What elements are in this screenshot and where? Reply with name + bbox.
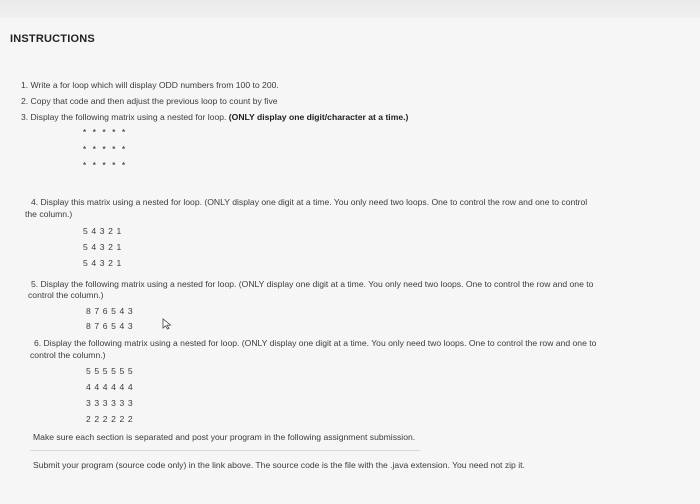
matrix3-row-1: * * * * * <box>83 128 128 137</box>
footer-note-2: Submit your program (source code only) in the link above. The source code is the file with the .java extension. You need not zip it. <box>33 460 525 470</box>
matrix5-row-2: 8 7 6 5 4 3 <box>86 321 134 331</box>
page-title: INSTRUCTIONS <box>10 33 95 45</box>
instruction-5-line-2: control the column.) <box>28 290 104 300</box>
matrix4-row-3: 5 4 3 2 1 <box>83 258 122 268</box>
matrix4-row-1: 5 4 3 2 1 <box>83 226 122 236</box>
instruction-2: 2. Copy that code and then adjust the previous loop to count by five <box>21 96 278 106</box>
instruction-4-line-2: the column.) <box>25 209 73 219</box>
instruction-3-bold: (ONLY display one digit/character at a time.) <box>228 112 409 122</box>
instruction-1: 1. Write a for loop which will display ODD numbers from 100 to 200. <box>21 80 279 90</box>
instruction-3 <box>21 112 408 122</box>
matrix6-row-2: 4 4 4 4 4 4 <box>86 382 134 392</box>
instruction-3-text: 3. Display the following matrix using a nested for loop. <box>21 112 227 122</box>
mouse-cursor-icon <box>161 318 173 330</box>
divider <box>30 450 420 451</box>
top-bar <box>0 0 700 18</box>
instruction-6-line-2: control the column.) <box>30 350 106 360</box>
matrix6-row-3: 3 3 3 3 3 3 <box>86 398 134 408</box>
instruction-6-line-1: 6. Display the following matrix using a nested for loop. (ONLY display one digit at a time. You only need two loops. One to control the row and one to <box>34 338 597 348</box>
instruction-5-line-1: 5. Display the following matrix using a nested for loop. (ONLY display one digit at a time. You only need two loops. One to control the row and one to <box>31 279 594 289</box>
matrix6-row-1: 5 5 5 5 5 5 <box>86 366 134 376</box>
instruction-4-line-1: 4. Display this matrix using a nested for loop. (ONLY display one digit at a time. You only need two loops. One to control the row and one to control <box>31 197 588 207</box>
footer-note-1: Make sure each section is separated and post your program in the following assignment submission. <box>33 432 416 442</box>
matrix5-row-1: 8 7 6 5 4 3 <box>86 306 134 316</box>
matrix4-row-2: 5 4 3 2 1 <box>83 242 122 252</box>
matrix6-row-4: 2 2 2 2 2 2 <box>86 414 134 424</box>
matrix3-row-2: * * * * * <box>83 145 128 154</box>
matrix3-row-3: * * * * * <box>83 161 128 170</box>
